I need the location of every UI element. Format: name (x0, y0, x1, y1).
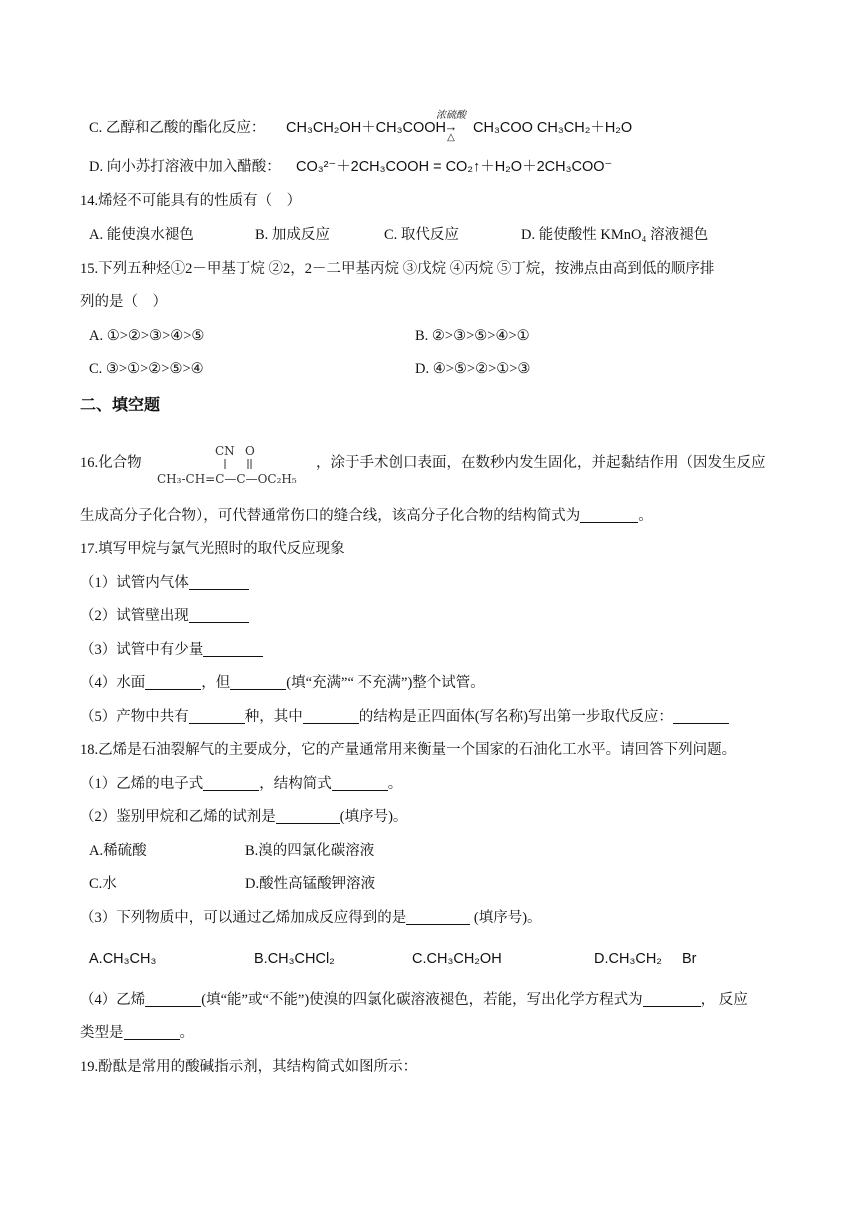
q18-part-4-line2 (80, 1023, 194, 1043)
answer-blank[interactable] (203, 774, 259, 791)
q18-p3-option-d-br: Br (682, 951, 697, 967)
q16-text-end: 。 (638, 508, 653, 524)
q15-option-a: A. ①>②>③>④>⑤ (89, 328, 205, 344)
q16-text-line1: ，涂于手术创口表面，在数秒内发生固化，并起黏结作用（因发生反应 (316, 455, 766, 471)
answer-blank[interactable] (276, 807, 340, 824)
answer-blank[interactable] (145, 673, 201, 690)
answer-blank[interactable] (332, 774, 388, 791)
answer-blank[interactable] (406, 908, 470, 925)
q13-option-d-equation: CO₃²⁻＋2CH₃COOH = CO₂↑＋H₂O＋2CH₃COO⁻ (296, 159, 613, 175)
q14-option-a: A. 能使溴水褪色 (89, 227, 194, 243)
part-text: 。 (387, 776, 403, 792)
q15-option-b: B. ②>③>⑤>④>① (415, 328, 530, 344)
item-text: (填“充满”“ 不充满”)整个试管。 (286, 675, 485, 691)
item-text: （1）试管内气体 (80, 575, 189, 591)
condition-bottom: △ (447, 132, 455, 143)
condition-top: 浓硫酸 (436, 110, 466, 121)
part-text: （3）下列物质中，可以通过乙烯加成反应得到的是 (80, 910, 407, 926)
q15-option-c: C. ③>①>②>⑤>④ (89, 361, 204, 377)
q18-part-4 (80, 990, 748, 1010)
q18-part-2 (80, 807, 407, 827)
q15-stem-line2: 列的是（ ） (80, 294, 167, 310)
part-text: ， 反应 (700, 992, 748, 1008)
q13-option-c-right: CH₃COO CH₃CH₂＋H₂O (473, 120, 633, 136)
q17-item-5 (80, 707, 729, 727)
q18-p3-option-b: B.CH₃CHCl₂ (254, 951, 335, 967)
answer-blank[interactable] (203, 640, 263, 657)
q18-p3-option-a: A.CH₃CH₃ (89, 951, 157, 967)
q17-item-1 (80, 573, 249, 593)
part-text: (填“能”或“不能”)使溴的四氯化碳溶液褪色，若能，写出化学方程式为 (201, 992, 643, 1008)
q17-item-3 (80, 640, 263, 660)
q18-p2-option-d: D.酸性高锰酸钾溶液 (245, 876, 376, 892)
item-text: （4）水面 (80, 675, 146, 691)
q14-stem: 14.烯烃不可能具有的性质有（ ） (80, 193, 302, 209)
reaction-arrow: → (444, 119, 458, 134)
option-label: C. 乙醇和乙酸的酯化反应： (89, 120, 266, 136)
q19-stem: 19.酚酞是常用的酸碱指示剂，其结构简式如图所示： (80, 1059, 418, 1075)
q13-option-c (89, 118, 265, 138)
q14-option-b: B. 加成反应 (255, 227, 330, 243)
part-text: （1）乙烯的电子式 (80, 776, 204, 792)
item-text: （3）试管中有少量 (80, 642, 204, 658)
part-text: ，结构简式 (259, 776, 332, 792)
q16-text: 生成高分子化合物），可代替通常伤口的缝合线，该高分子化合物的结构简式为 (80, 508, 581, 524)
q18-p3-option-d: D.CH₃CH₂ (594, 951, 662, 967)
answer-blank[interactable] (124, 1023, 180, 1040)
answer-blank[interactable] (303, 707, 359, 724)
structure-cn-label: CN (215, 444, 235, 458)
part-text: （2）鉴别甲烷和乙烯的试剂是 (80, 809, 276, 825)
answer-blank[interactable] (580, 506, 638, 523)
part-text: 。 (179, 1025, 194, 1041)
q16-text-line2 (80, 506, 653, 526)
part-text: （4）乙烯 (80, 992, 146, 1008)
q18-part-3 (80, 908, 542, 928)
item-text: 种，其中 (244, 709, 303, 725)
structure-o-label: O (245, 444, 255, 458)
structure-chain: CH₃-CH=C—C—OC₂H₅ (157, 472, 297, 486)
q14-option-d: D. 能使酸性 KMnO₄ 溶液褪色 (521, 227, 709, 243)
q17-item-2 (80, 606, 249, 626)
q13-option-d-label: D. 向小苏打溶液中加入醋酸： (89, 159, 281, 175)
part-text: (填序号)。 (339, 809, 408, 825)
item-text: 的结构是正四面体(写名称)写出第一步取代反应： (358, 709, 673, 725)
item-text: （5）产物中共有 (80, 709, 189, 725)
q18-stem: 18.乙烯是石油裂解气的主要成分，它的产量通常用来衡量一个国家的石油化工水平。请回答下列问题。 (80, 742, 737, 758)
answer-blank[interactable] (145, 990, 201, 1007)
q18-part-1 (80, 774, 402, 794)
answer-blank[interactable] (673, 707, 729, 724)
item-text: （2）试管壁出现 (80, 608, 189, 624)
item-text: ，但 (201, 675, 231, 691)
answer-blank[interactable] (230, 673, 286, 690)
q17-stem: 17.填写甲烷与氯气光照时的取代反应现象 (80, 541, 345, 557)
answer-blank[interactable] (189, 573, 249, 590)
q15-stem-line1: 15.下列五种烃①2－甲基丁烷 ②2，2－二甲基丙烷 ③戊烷 ④丙烷 ⑤丁烷，按沸点由高到低的顺序排 (80, 261, 715, 277)
q17-item-4 (80, 673, 485, 693)
q14-option-c: C. 取代反应 (384, 227, 459, 243)
q18-p2-option-a: A.稀硫酸 (89, 843, 147, 859)
answer-blank[interactable] (643, 990, 701, 1007)
reaction-condition (431, 110, 471, 144)
q18-p2-option-b: B.溴的四氯化碳溶液 (245, 843, 375, 859)
q18-p3-option-c: C.CH₃CH₂OH (412, 951, 502, 967)
q18-p2-option-c: C.水 (89, 876, 117, 892)
q15-option-d: D. ④>⑤>②>①>③ (415, 361, 531, 377)
part-text: 类型是 (80, 1025, 124, 1041)
q13-option-c-left: CH₃CH₂OH＋CH₃COOH (286, 120, 447, 136)
answer-blank[interactable] (189, 707, 245, 724)
answer-blank[interactable] (189, 606, 249, 623)
q16-prefix: 16.化合物 (80, 455, 142, 471)
q16-structure-formula (157, 443, 317, 492)
section-title: 二、填空题 (80, 395, 161, 414)
part-text: (填序号)。 (470, 910, 542, 926)
